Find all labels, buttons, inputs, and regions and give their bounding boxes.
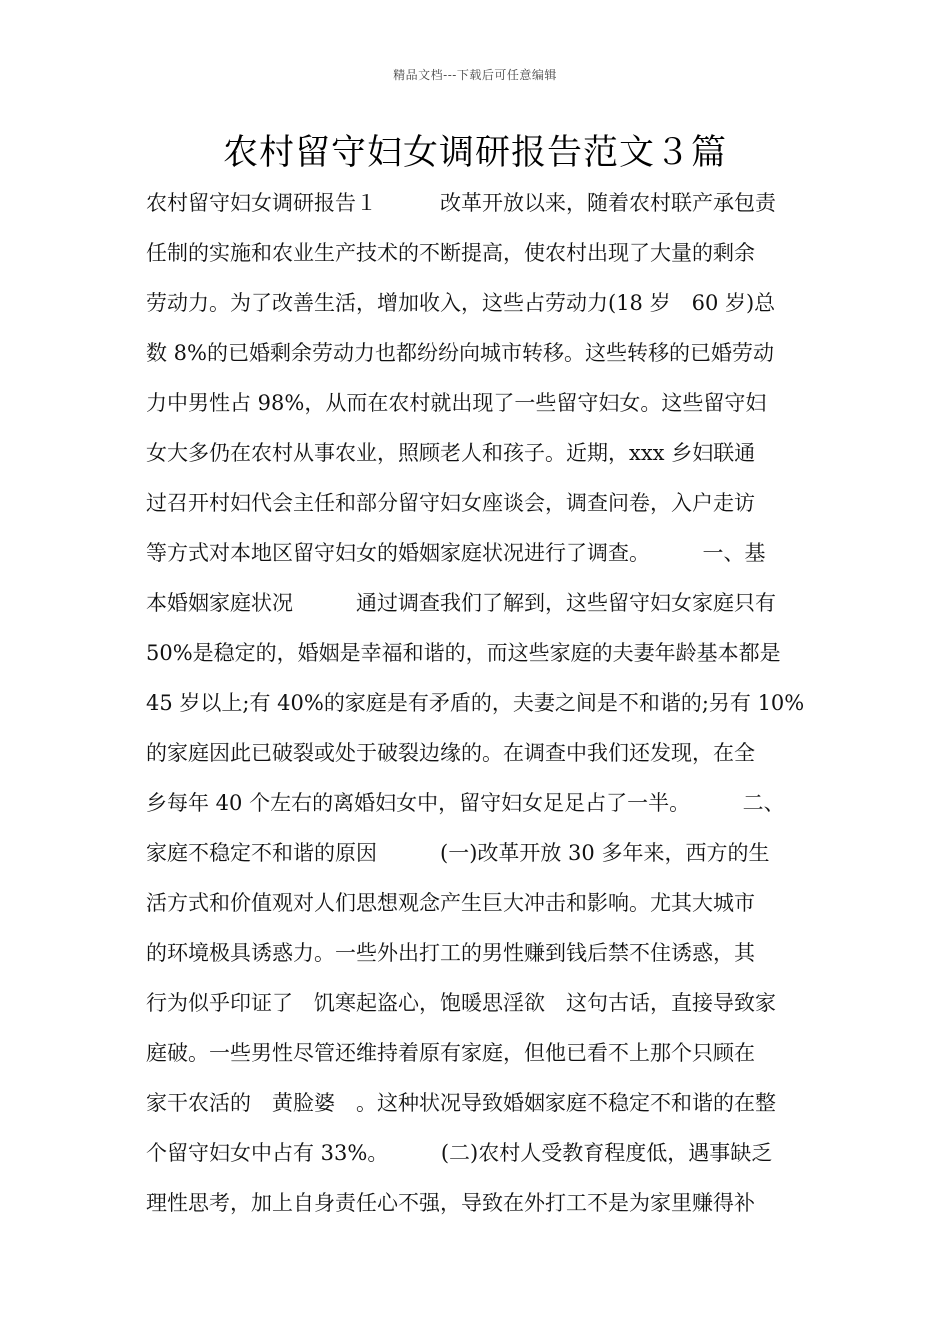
body-line: 行为似乎印证了 饥寒起盗心，饱暖思淫欲 这句古话，直接导致家 [146,991,776,1015]
body-line: 农村留守妇女调研报告１ 改革开放以来，随着农村联产承包责 [146,191,776,215]
body-line: 活方式和价值观对人们思想观念产生巨大冲击和影响。尤其大城市 [146,891,755,915]
body-line: 家庭不稳定不和谐的原因 (一)改革开放 30 多年来，西方的生 [146,841,770,865]
body-line: 力中男性占 98%，从而在农村就出现了一些留守妇女。这些留守妇 [146,391,767,415]
body-line: 的环境极具诱惑力。一些外出打工的男性赚到钱后禁不住诱惑，其 [146,941,755,965]
body-text [146,178,818,1228]
document-title: 农村留守妇女调研报告范文３篇 [222,133,727,173]
body-line: 的家庭因此已破裂或处于破裂边缘的。在调查中我们还发现，在全 [146,741,755,765]
body-line: 乡每年 40 个左右的离婚妇女中，留守妇女足足占了一半。 二、 [146,791,785,815]
body-line: 本婚姻家庭状况 通过调查我们了解到，这些留守妇女家庭只有 [146,591,776,615]
body-line: 女大多仍在农村从事农业，照顾老人和孩子。近期，xxx 乡妇联通 [146,441,756,465]
body-line: 数 8%的已婚剩余劳动力也都纷纷向城市转移。这些转移的已婚劳动 [146,341,774,365]
body-line: 劳动力。为了改善生活，增加收入，这些占劳动力(18 岁 60 岁)总 [146,291,776,315]
body-line: 家干农活的 黄脸婆 。这种状况导致婚姻家庭不稳定不和谐的在整 [146,1091,776,1115]
body-line: 45 岁以上;有 40%的家庭是有矛盾的，夫妻之间是不和谐的;另有 10% [146,691,805,715]
body-line: 任制的实施和农业生产技术的不断提高，使农村出现了大量的剩余 [146,241,755,265]
body-line: 50%是稳定的，婚姻是幸福和谐的，而这些家庭的夫妻年龄基本都是 [146,641,781,665]
body-line: 庭破。一些男性尽管还维持着原有家庭，但他已看不上那个只顾在 [146,1041,755,1065]
body-line: 过召开村妇代会主任和部分留守妇女座谈会，调查问卷，入户走访 [146,491,755,515]
body-line: 个留守妇女中占有 33%。 (二)农村人受教育程度低，遇事缺乏 [146,1141,773,1165]
body-line: 等方式对本地区留守妇女的婚姻家庭状况进行了调查。 一、基 [146,541,766,565]
body-line: 理性思考，加上自身责任心不强，导致在外打工不是为家里赚得补 [146,1191,755,1215]
header-note: 精品文档---下载后可任意编辑 [393,68,557,82]
